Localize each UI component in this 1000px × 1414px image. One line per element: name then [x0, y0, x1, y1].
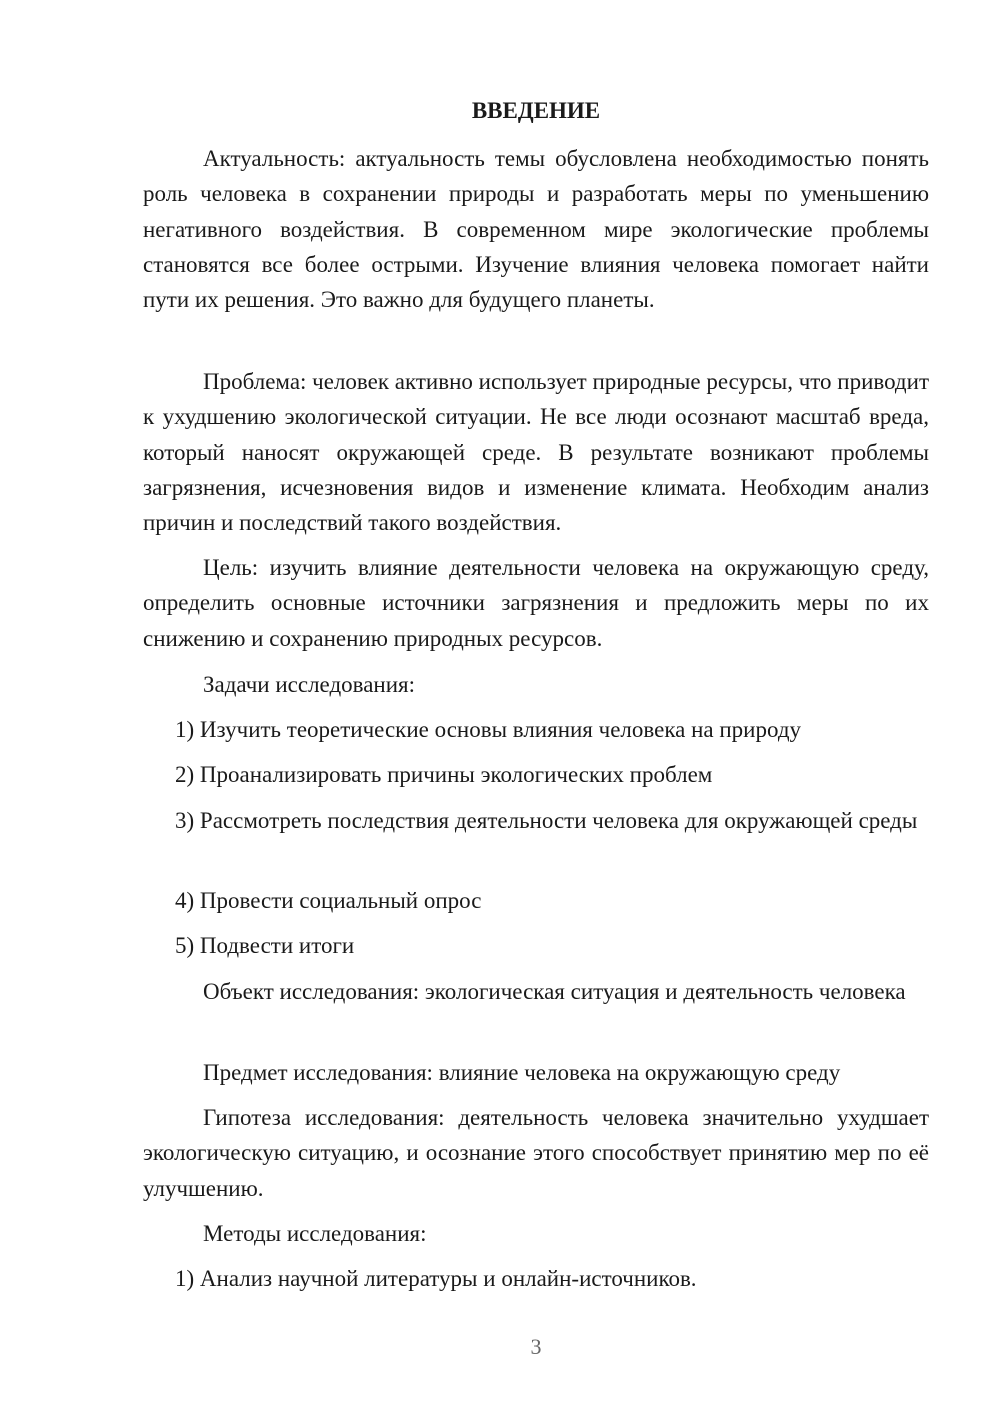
object-paragraph: Объект исследования: экологическая ситуация и деятельность человека — [203, 979, 906, 1004]
method-item-1: 1) Анализ научной литературы и онлайн-источников. — [175, 1266, 697, 1291]
section-title: ВВЕДЕНИЕ — [471, 98, 601, 123]
task-item-4: 4) Провести социальный опрос — [175, 888, 482, 913]
page-number: 3 — [530, 1334, 542, 1359]
subject-paragraph: Предмет исследования: влияние человека на окружающую среду — [203, 1060, 841, 1085]
task-item-3: 3) Рассмотреть последствия деятельности человека для окружающей среды — [175, 808, 918, 833]
hypothesis-paragraph: Гипотеза исследования: деятельность человека значительно ухудшает экологическую ситуацию, и осознание этого способствует принятию мер по её улучшению. — [143, 1105, 929, 1201]
goal-paragraph: Цель: изучить влияние деятельности человека на окружающую среду, определить основные источники загрязнения и предложить меры по их снижению и сохранению природных ресурсов. — [143, 555, 929, 651]
task-item-5: 5) Подвести итоги — [175, 933, 355, 958]
relevance-paragraph: Актуальность: актуальность темы обусловлена необходимостью понять роль человека в сохранении природы и разработать меры по уменьшению негативного воздействия. В современном мире экологические проблемы становятся все более острыми. Изучение влияния человека помогает найти пути их решения. Это важно для будущего планеты. — [143, 146, 929, 313]
tasks-heading: Задачи исследования: — [203, 672, 416, 697]
task-item-2: 2) Проанализировать причины экологических проблем — [175, 762, 713, 787]
problem-paragraph: Проблема: человек активно использует природные ресурсы, что приводит к ухудшению экологической ситуации. Не все люди осознают масштаб вреда, который наносят окружающей среде. В результате возникают проблемы загрязнения, исчезновения видов и изменение климата. Необходим анализ причин и последствий такого воздействия. — [143, 369, 929, 536]
methods-heading: Методы исследования: — [203, 1221, 427, 1246]
task-item-1: 1) Изучить теоретические основы влияния человека на природу — [175, 717, 802, 742]
